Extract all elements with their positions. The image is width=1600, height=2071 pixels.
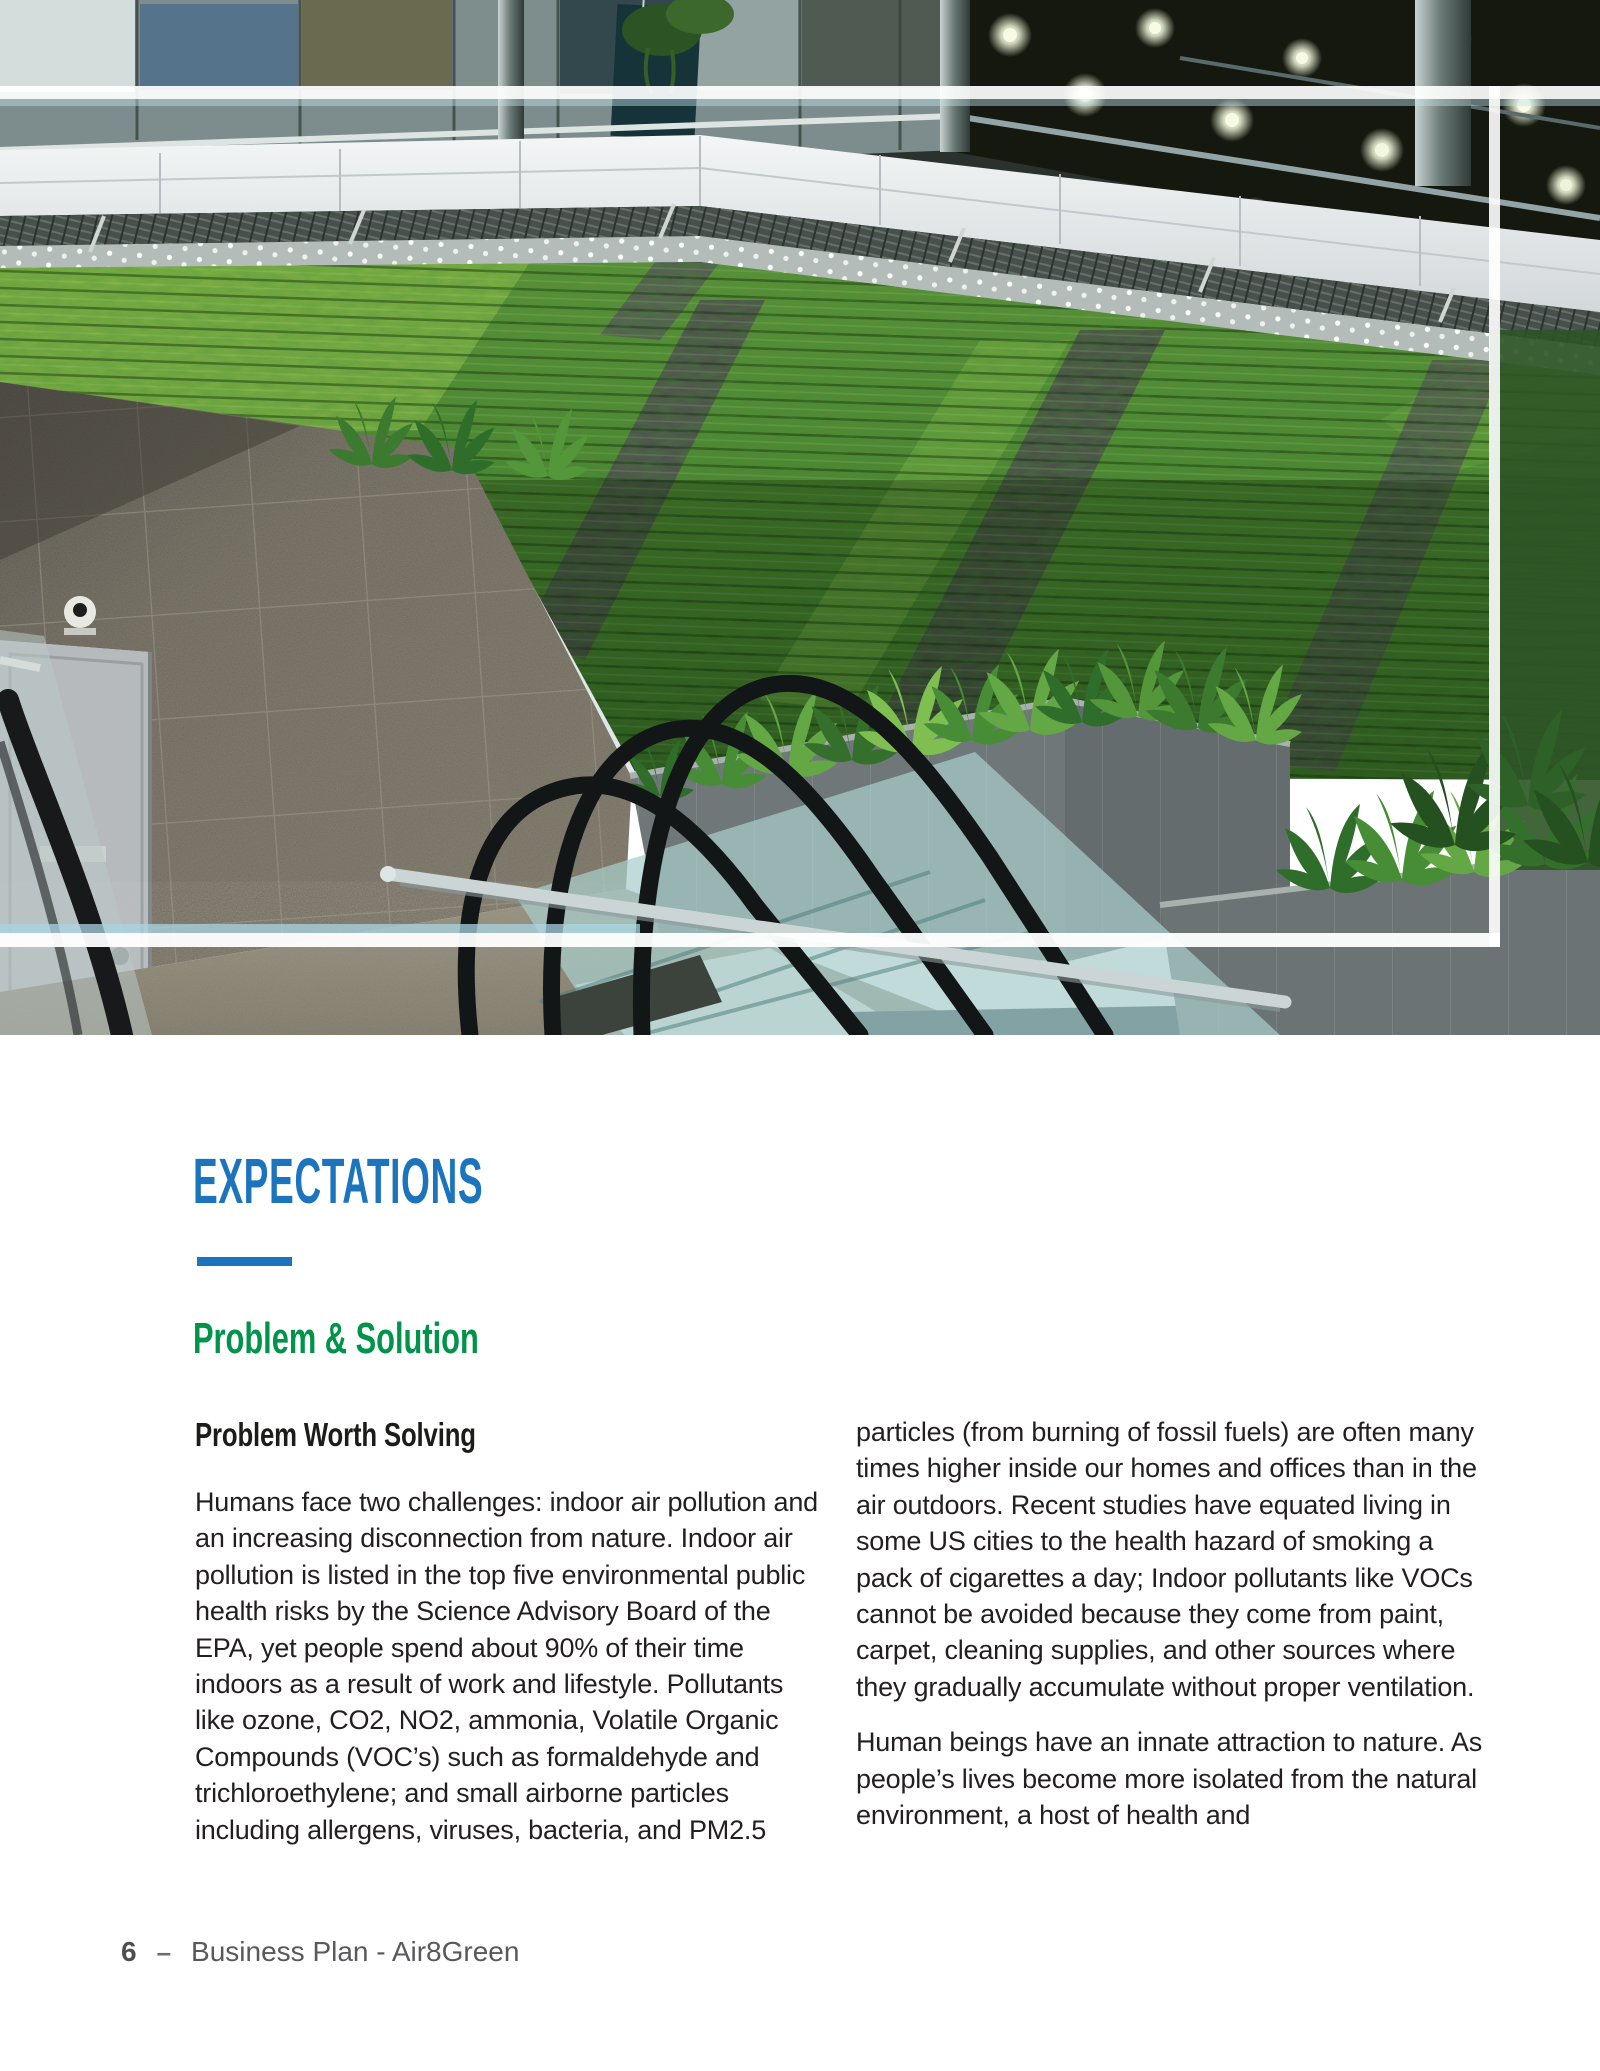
hero-photo [0, 0, 1600, 1035]
footer-separator: – [156, 1937, 172, 1967]
body-paragraph: Human beings have an innate attraction to nature. As people’s lives become more isolated from the natural environment, a host of health and [856, 1727, 1483, 1831]
left-column [195, 1414, 819, 1848]
page-footer [121, 1936, 519, 1968]
section-heading: Problem & Solution [193, 1314, 479, 1363]
title-underline [197, 1257, 292, 1266]
body-paragraph: particles (from burning of fossil fuels) are often many times higher inside our homes and offices than in the air outdoors. Recent studies have equated living in some US cities to the health hazard of smoking a pack of cigarettes a day; Indoor pollutants like VOCs cannot be avoided because they come from paint, carpet, cleaning supplies, and other sources where they gradually accumulate without proper ventilation. [856, 1417, 1477, 1702]
footer-label: Business Plan - Air8Green [191, 1936, 520, 1967]
body-paragraph: Humans face two challenges: indoor air pollution and an increasing disconnection from nature. Indoor air pollution is listed in the top five environmental public health risks by the Science Advisory Board of the EPA, yet people spend about 90% of their time indoors as a result of work and lifestyle. Pollutants like ozone, CO2, NO2, ammonia, Volatile Organic Compounds (VOC’s) such as formaldehyde and trichloroethylene; and small airborne particles including allergens, viruses, bacteria, and PM2.5 [195, 1487, 818, 1845]
footer-page-number: 6 [121, 1936, 137, 1967]
page-title: EXPECTATIONS [193, 1145, 484, 1217]
sub-heading: Problem Worth Solving [195, 1416, 476, 1453]
right-column [856, 1414, 1490, 1833]
